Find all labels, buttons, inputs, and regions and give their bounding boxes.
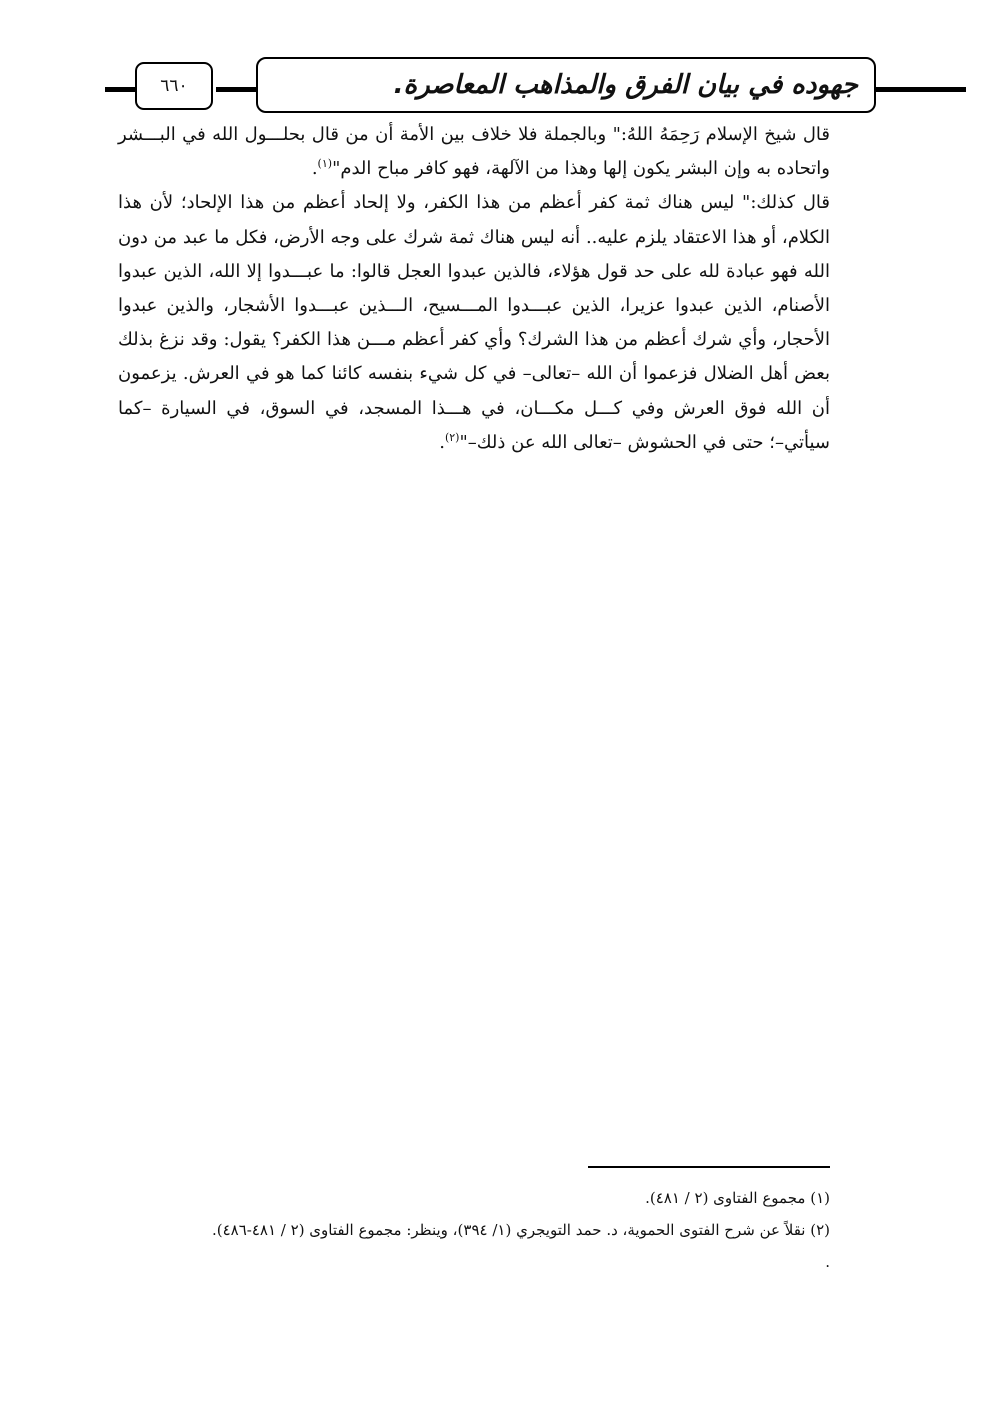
footnote-separator <box>588 1166 830 1168</box>
page-number-box <box>135 62 213 110</box>
paragraph-text: قال شيخ الإسلام رَحِمَهُ اللهُ:" وبالجملة فلا خلاف بين الأمة أن من قال بحلـــول الله في البـــشر واتحاده به وإن البشر يكون إلها وهذا من الآلهة، فهو كافر مباح الدم" <box>118 124 830 180</box>
footnote: (٢) نقلاً عن شرح الفتوى الحموية، د. حمد التويجري (١/ ٣٩٤)، وينظر: مجموع الفتاوى (٢ / ٤٨١-٤٨٦). <box>211 1221 830 1239</box>
footnotes <box>118 1182 830 1278</box>
running-header-title: جهوده في بيان الفرق والمذاهب المعاصرة. <box>393 70 858 100</box>
header-rule-right <box>874 87 966 92</box>
header-rule-left <box>105 87 135 92</box>
footnote: . <box>825 1253 830 1271</box>
footnote-ref[interactable]: (٢) <box>444 430 460 444</box>
footnote-ref[interactable]: (١) <box>317 157 333 171</box>
header-rule-middle <box>216 87 256 92</box>
footnote: (١) مجموع الفتاوى (٢ / ٤٨١). <box>645 1189 830 1207</box>
main-text <box>118 118 830 460</box>
running-header-box <box>256 57 876 113</box>
paragraph-text: قال كذلك:" ليس هناك ثمة كفر أعظم من هذا الكفر، ولا إلحاد أعظم من هذا الإلحاد؛ لأن هذا الكلام، أو هذا الاعتقاد يلزم عليه.. أنه ليس هناك ثمة شرك على وجه الأرض، فكل ما عبد من دون الله فهو عبادة لله على حد قول هؤلاء، فالذين عبدوا العجل قالوا: ما عبـــدوا إلا الله، الذين عبدوا الأصنام، الذين عبدوا عزيرا، الذين عبـــدوا المـــسيح، الـــذين عبـــدوا الأشجار، والذين عبدوا الأحجار، وأي شرك أعظم من هذا الشرك؟ وأي كفر أعظم مـــن هذا الكفر؟ يقول: وقد نزغ بذلك بعض أهل الضلال فزعموا أن الله –تعالى– في كل شيء بنفسه كائنا كما هو في العرش. يزعمون أن الله فوق العرش وفي كـــل مكـــان، في هـــذا المسجد، في السوق، في السيارة –كما سيأتي–؛ حتى في الحشوش –تعالى الله عن ذلك–" <box>118 192 830 453</box>
page-number: ٦٦٠ <box>160 76 188 96</box>
paragraph: قال كذلك:" ليس هناك ثمة كفر أعظم من هذا الكفر، ولا إلحاد أعظم من هذا الإلحاد؛ لأن هذا الكلام، أو هذا الاعتقاد يلزم عليه.. أنه ليس هناك ثمة شرك على وجه الأرض، فكل ما عبد من دون الله فهو عبادة لله على حد قول هؤلاء، فالذين عبدوا العجل قالوا: ما عبـــدوا إلا الله، الذين عبدوا الأصنام، الذين عبدوا عزيرا، الذين عبـــدوا المـــسيح، الـــذين عبـــدوا الأشجار، والذين عبدوا الأحجار، وأي شرك أعظم من هذا الشرك؟ وأي كفر أعظم مـــن هذا الكفر؟ يقول: وقد نزغ بذلك بعض أهل الضلال فزعموا أن الله –تعالى– في كل شيء بنفسه كائنا كما هو في العرش. يزعمون أن الله فوق العرش وفي كـــل مكـــان، في هـــذا المسجد، في السوق، في السيارة –كما سيأتي–؛ حتى في الحشوش –تعالى الله عن ذلك–"$^{(٢)}$. <box>118 192 830 453</box>
paragraph: قال شيخ الإسلام رَحِمَهُ اللهُ:" وبالجملة فلا خلاف بين الأمة أن من قال بحلـــول الله في البـــشر واتحاده به وإن البشر يكون إلها وهذا من الآلهة، فهو كافر مباح الدم"$^{(١)}$. <box>118 124 830 180</box>
